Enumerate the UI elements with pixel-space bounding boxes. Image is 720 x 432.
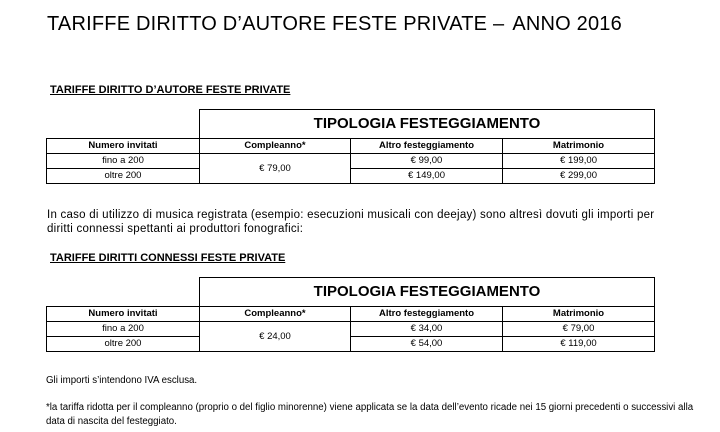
iva-note: Gli importi s’intendono IVA esclusa. xyxy=(46,375,198,386)
cell-matrimonio: € 299,00 xyxy=(503,169,655,184)
column-header-matrimonio: Matrimonio xyxy=(503,307,655,322)
group-header: TIPOLOGIA FESTEGGIAMENTO xyxy=(200,110,655,139)
column-header-compleanno: Compleanno* xyxy=(200,307,351,322)
table-row xyxy=(47,337,655,352)
cell-compleanno: € 79,00 xyxy=(200,154,351,184)
cell-matrimonio: € 199,00 xyxy=(503,154,655,169)
title-main: TARIFFE DIRITTO D’AUTORE FESTE PRIVATE – xyxy=(47,13,505,35)
section1-heading: TARIFFE DIRITTO D’AUTORE FESTE PRIVATE xyxy=(50,84,291,96)
cell-altro: € 149,00 xyxy=(351,169,503,184)
section2-table xyxy=(46,277,655,352)
group-header: TIPOLOGIA FESTEGGIAMENTO xyxy=(200,278,655,307)
cell-invitati: oltre 200 xyxy=(47,169,200,184)
cell-invitati: fino a 200 xyxy=(47,322,200,337)
cell-altro: € 54,00 xyxy=(351,337,503,352)
table-row xyxy=(47,169,655,184)
cell-matrimonio: € 79,00 xyxy=(503,322,655,337)
column-header-compleanno: Compleanno* xyxy=(200,139,351,154)
column-header-altro: Altro festeggiamento xyxy=(351,307,503,322)
cell-matrimonio: € 119,00 xyxy=(503,337,655,352)
column-header-matrimonio: Matrimonio xyxy=(503,139,655,154)
table-row xyxy=(47,154,655,169)
cell-invitati: oltre 200 xyxy=(47,337,200,352)
blank-corner-cell xyxy=(47,110,200,139)
cell-invitati: fino a 200 xyxy=(47,154,200,169)
column-header-invitati: Numero invitati xyxy=(47,139,200,154)
column-header-invitati: Numero invitati xyxy=(47,307,200,322)
section2-heading: TARIFFE DIRITTI CONNESSI FESTE PRIVATE xyxy=(50,252,286,264)
table-row xyxy=(47,322,655,337)
cell-altro: € 99,00 xyxy=(351,154,503,169)
cell-compleanno: € 24,00 xyxy=(200,322,351,352)
intermediate-paragraph: In caso di utilizzo di musica registrata (esempio: esecuzioni musicali con deejay) sono altresì dovuti gli importi per diritti connessi spettanti ai produttori fonografici: xyxy=(47,209,655,235)
column-header-altro: Altro festeggiamento xyxy=(351,139,503,154)
section1-table xyxy=(46,109,655,184)
title-year: ANNO 2016 xyxy=(512,13,622,35)
cell-altro: € 34,00 xyxy=(351,322,503,337)
document-title xyxy=(47,13,622,36)
footnote: *la tariffa ridotta per il compleanno (proprio o del figlio minorenne) viene applicata se la data dell’evento ricade nei 15 giorni precedenti o successivi alla data di nascita del festeggiato. xyxy=(46,402,694,427)
blank-corner-cell xyxy=(47,278,200,307)
